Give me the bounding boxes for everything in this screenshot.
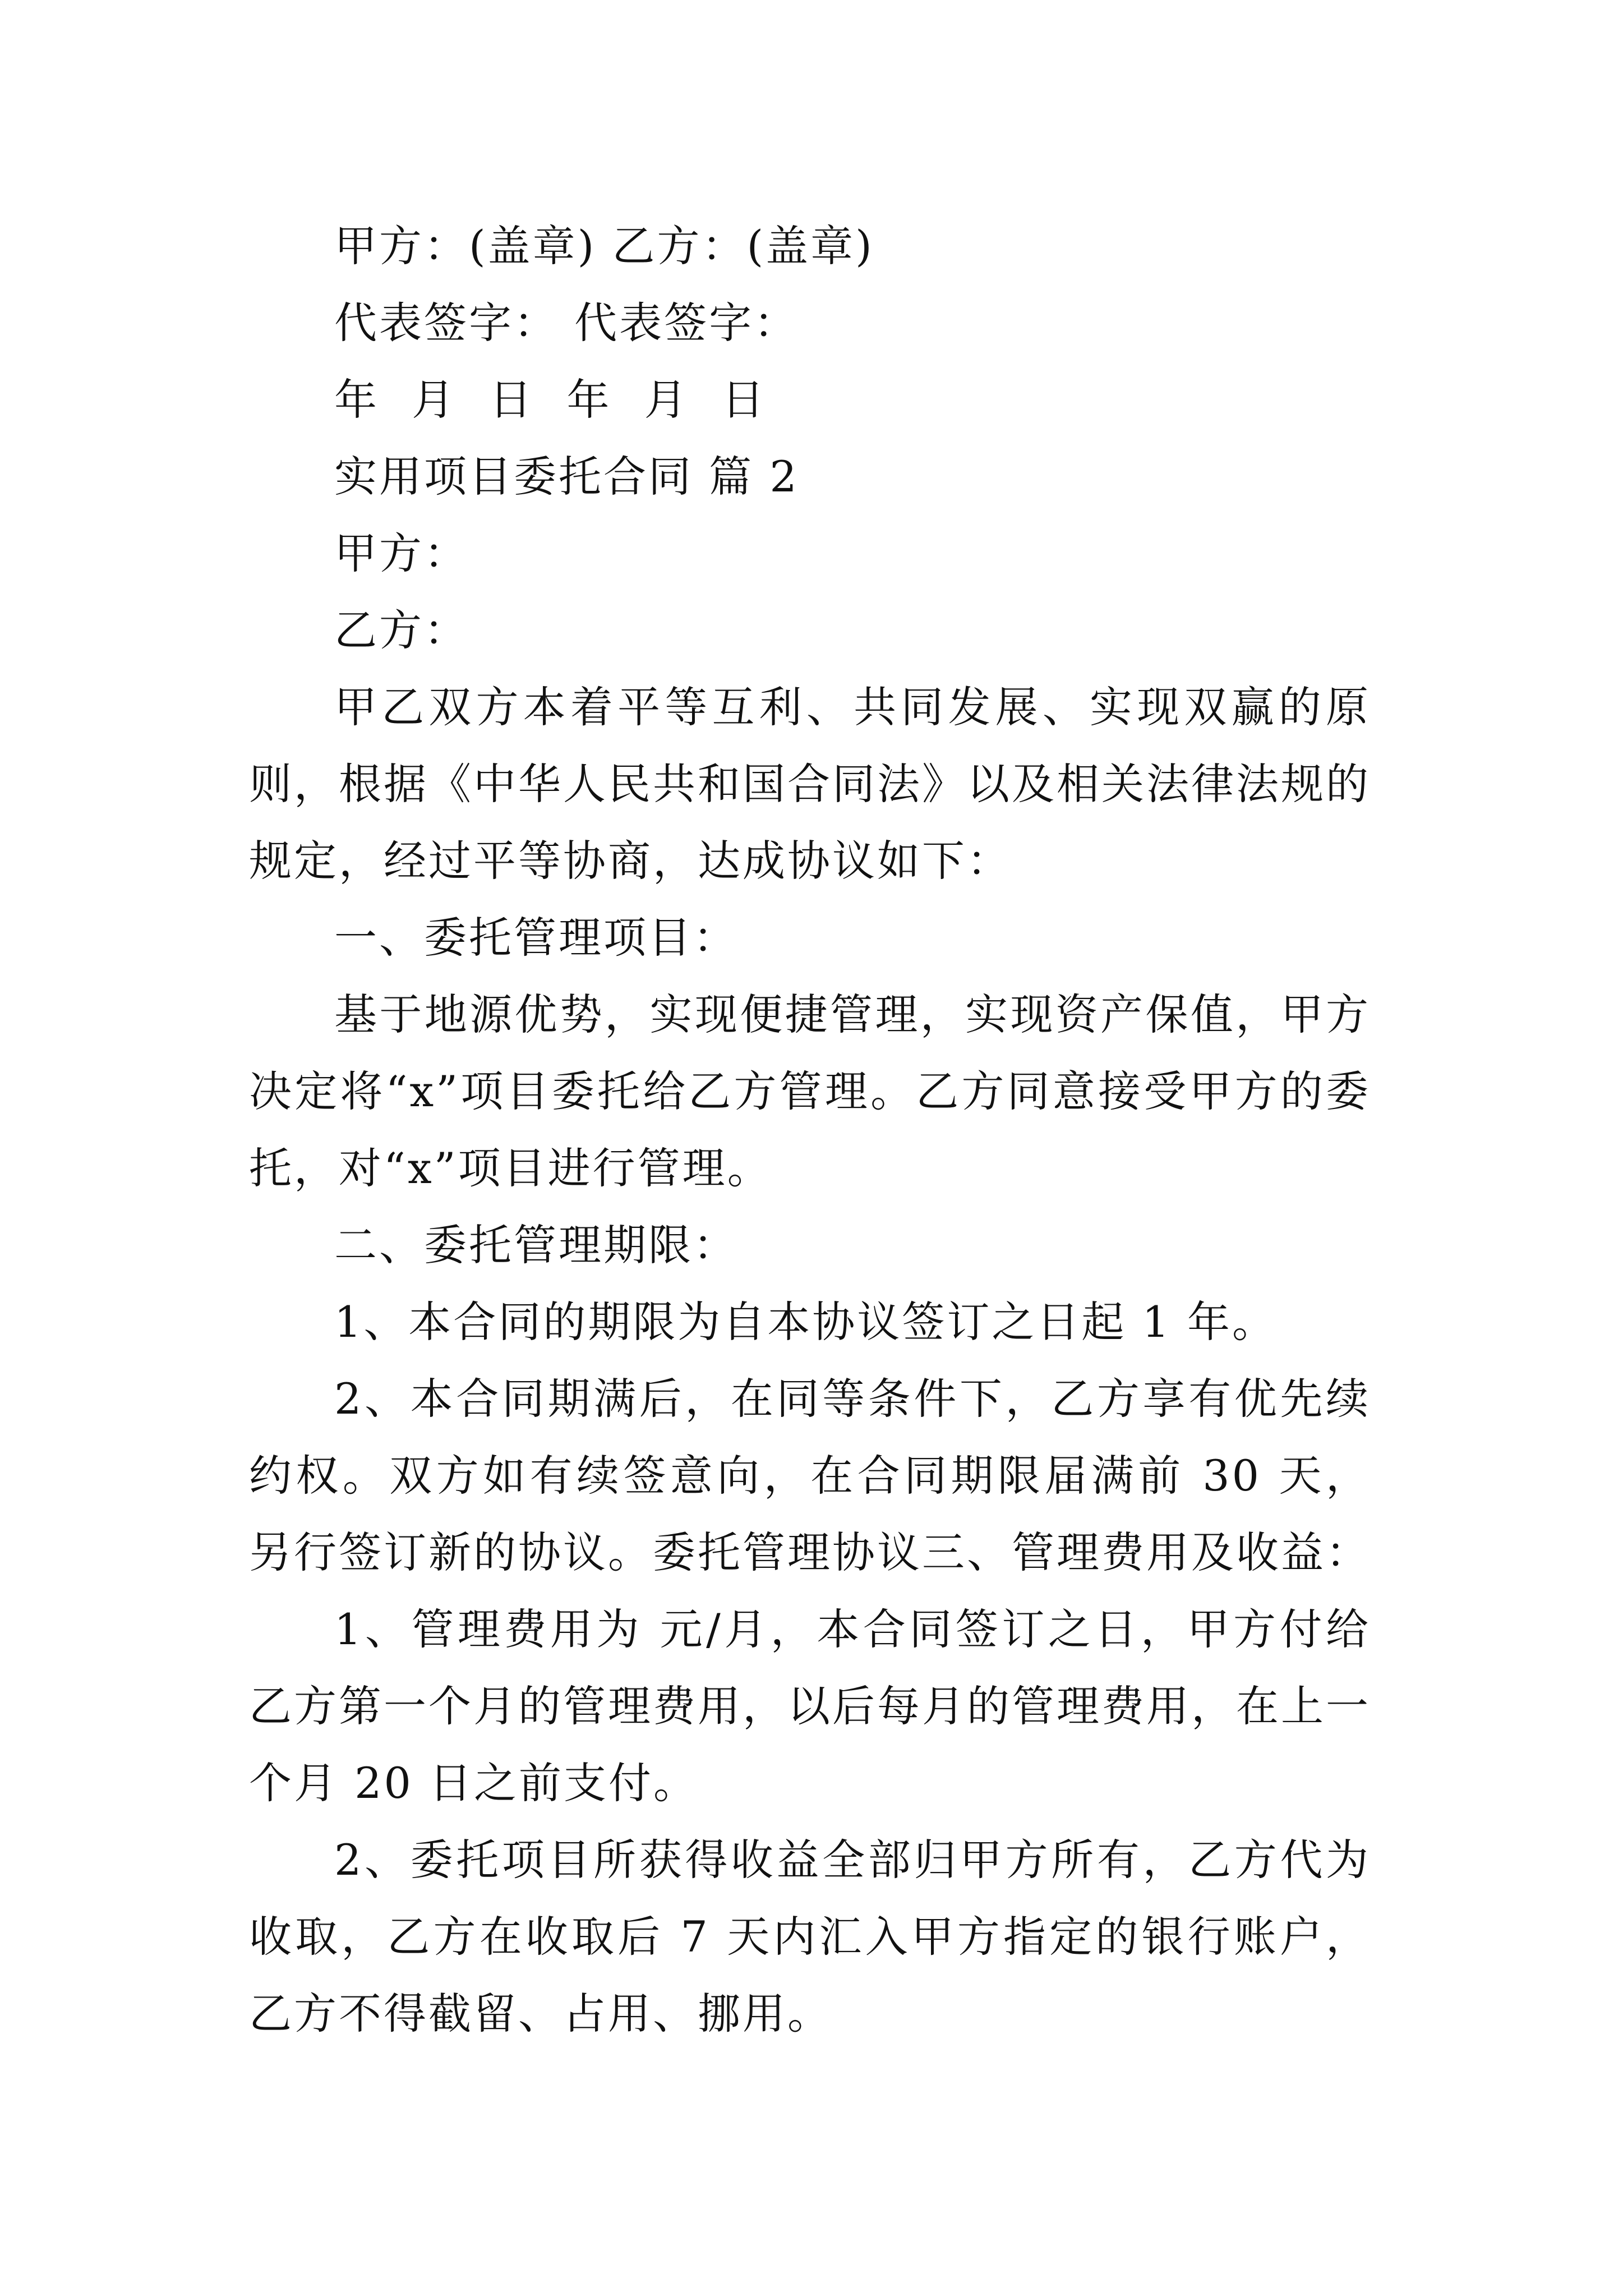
- section-2-heading: 二、委托管理期限：: [334, 1220, 738, 1270]
- party-a-line: 甲方：: [334, 528, 469, 578]
- section-2-item-1: 1、本合同的期限为自本协议签订之日起 1 年。: [334, 1297, 1278, 1347]
- date-line: 年 月 日 年 月 日: [334, 375, 767, 425]
- party-b-line: 乙方：: [334, 605, 469, 655]
- section-3-item-2: 2、委托项目所获得收益全部归甲方所有，乙方代为收取，乙方在收取后 7 天内汇入甲方指定的银行账户，乙方不得截留、占用、挪用。: [249, 1835, 1371, 2039]
- section-2-item-2: 2、本合同期满后，在同等条件下，乙方享有优先续约权。双方如有续签意向，在合同期限届满前 30 天，另行签订新的协议。委托管理协议三、管理费用及收益：: [249, 1374, 1371, 1577]
- contract-title: 实用项目委托合同 篇 2: [334, 452, 799, 501]
- section-3-item-1: 1、管理费用为 元/月，本合同签订之日，甲方付给乙方第一个月的管理费用，以后每月的管理费用，在上一个月 20 日之前支付。: [249, 1604, 1371, 1808]
- document-body: [249, 208, 1371, 2052]
- section-1-heading: 一、委托管理项目：: [334, 913, 738, 963]
- representative-signature-line: 代表签字： 代表签字：: [334, 298, 799, 348]
- preamble-paragraph: 甲乙双方本着平等互利、共同发展、实现双赢的原则，根据《中华人民共和国合同法》以及相关法律法规的规定，经过平等协商，达成协议如下：: [249, 682, 1371, 886]
- seal-line: 甲方：(盖章) 乙方：(盖章): [334, 221, 874, 271]
- section-1-body: 基于地源优势，实现便捷管理，实现资产保值，甲方决定将“x”项目委托给乙方管理。乙方同意接受甲方的委托，对“x”项目进行管理。: [249, 990, 1371, 1193]
